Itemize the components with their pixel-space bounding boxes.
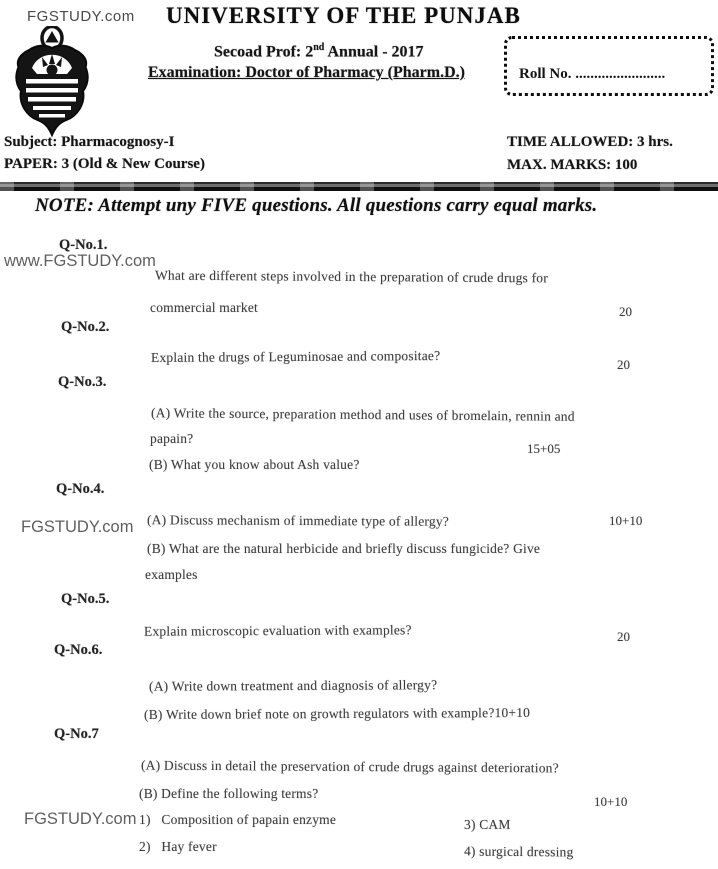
marks-value-q5: 20 [617, 629, 630, 644]
question-line: (B) Define the following terms? [139, 786, 319, 801]
definition-item-2: 2) Hay fever [139, 839, 217, 854]
question-line: (B) What are the natural herbicide and briefly discuss fungicide? Give [147, 541, 541, 556]
university-crest-logo-icon [6, 26, 98, 138]
roll-number-label: Roll No. ........................ [519, 66, 666, 82]
question-line: (A) Discuss mechanism of immediate type of allergy? [146, 512, 450, 529]
question-line: Explain microscopic evaluation with examples? [143, 622, 412, 639]
session-ordinal: nd [313, 42, 325, 53]
question-line: Explain the drugs of Leguminosae and compositae? [150, 347, 441, 366]
marks-value-q2: 20 [617, 357, 630, 372]
paper-label: PAPER: 3 (Old & New Course) [4, 156, 205, 172]
session-prefix: Secoad Prof: 2 [214, 43, 314, 61]
question-line: (A) Write down treatment and diagnosis of allergy? [148, 677, 438, 694]
question-label-4: Q-No.4. [56, 481, 105, 497]
marks-value-q7: 10+10 [594, 794, 628, 809]
question-line: What are different steps involved in the preparation of crude drugs for [154, 267, 549, 286]
site-watermark-q1: www.FGSTUDY.com [4, 252, 156, 270]
site-watermark-q4: FGSTUDY.com [21, 518, 134, 536]
definition-item-4: 4) surgical dressing [463, 843, 574, 860]
question-line: (B) Write down brief note on growth regulators with example?10+10 [143, 704, 531, 723]
question-label-1: Q-No.1. [59, 237, 108, 253]
site-watermark-top: FGSTUDY.com [27, 8, 135, 25]
question-label-5: Q-No.5. [61, 591, 110, 607]
question-line: examples [145, 567, 198, 582]
definition-item-3: 3) CAM [464, 817, 511, 832]
question-line: (A) Write the source, preparation method and uses of bromelain, rennin and [150, 405, 575, 424]
note-instruction: NOTE: Attempt uny FIVE questions. All questions carry equal marks. [35, 195, 598, 216]
question-label-2: Q-No.2. [61, 319, 110, 335]
question-line: (B) What you know about Ash value? [149, 457, 360, 472]
subject-label: Subject: Pharmacognosy-I [4, 134, 175, 150]
marks-value-q4: 10+10 [609, 513, 643, 528]
examination-line: Examination: Doctor of Pharmacy (Pharm.D.) [148, 64, 465, 81]
question-label-7: Q-No.7 [54, 726, 99, 742]
site-watermark-q7: FGSTUDY.com [24, 810, 137, 828]
university-title: UNIVERSITY OF THE PUNJAB [166, 3, 521, 28]
question-line: commercial market [150, 300, 258, 315]
question-label-6: Q-No.6. [54, 642, 103, 658]
session-suffix: Annual - 2017 [324, 43, 424, 61]
marks-value-q1: 20 [619, 304, 632, 319]
roll-number-box [504, 36, 714, 96]
question-line: (A) Discuss in detail the preservation of crude drugs against deterioration? [140, 757, 559, 776]
max-marks-label: MAX. MARKS: 100 [507, 157, 638, 173]
time-allowed-label: TIME ALLOWED: 3 hrs. [507, 134, 673, 150]
definition-item-1: 1) Composition of papain enzyme [139, 812, 337, 827]
marks-value-q3: 15+05 [527, 441, 561, 456]
header-divider [0, 182, 718, 191]
question-line: papain? [150, 431, 194, 446]
question-label-3: Q-No.3. [58, 374, 107, 390]
session-line [214, 42, 424, 61]
